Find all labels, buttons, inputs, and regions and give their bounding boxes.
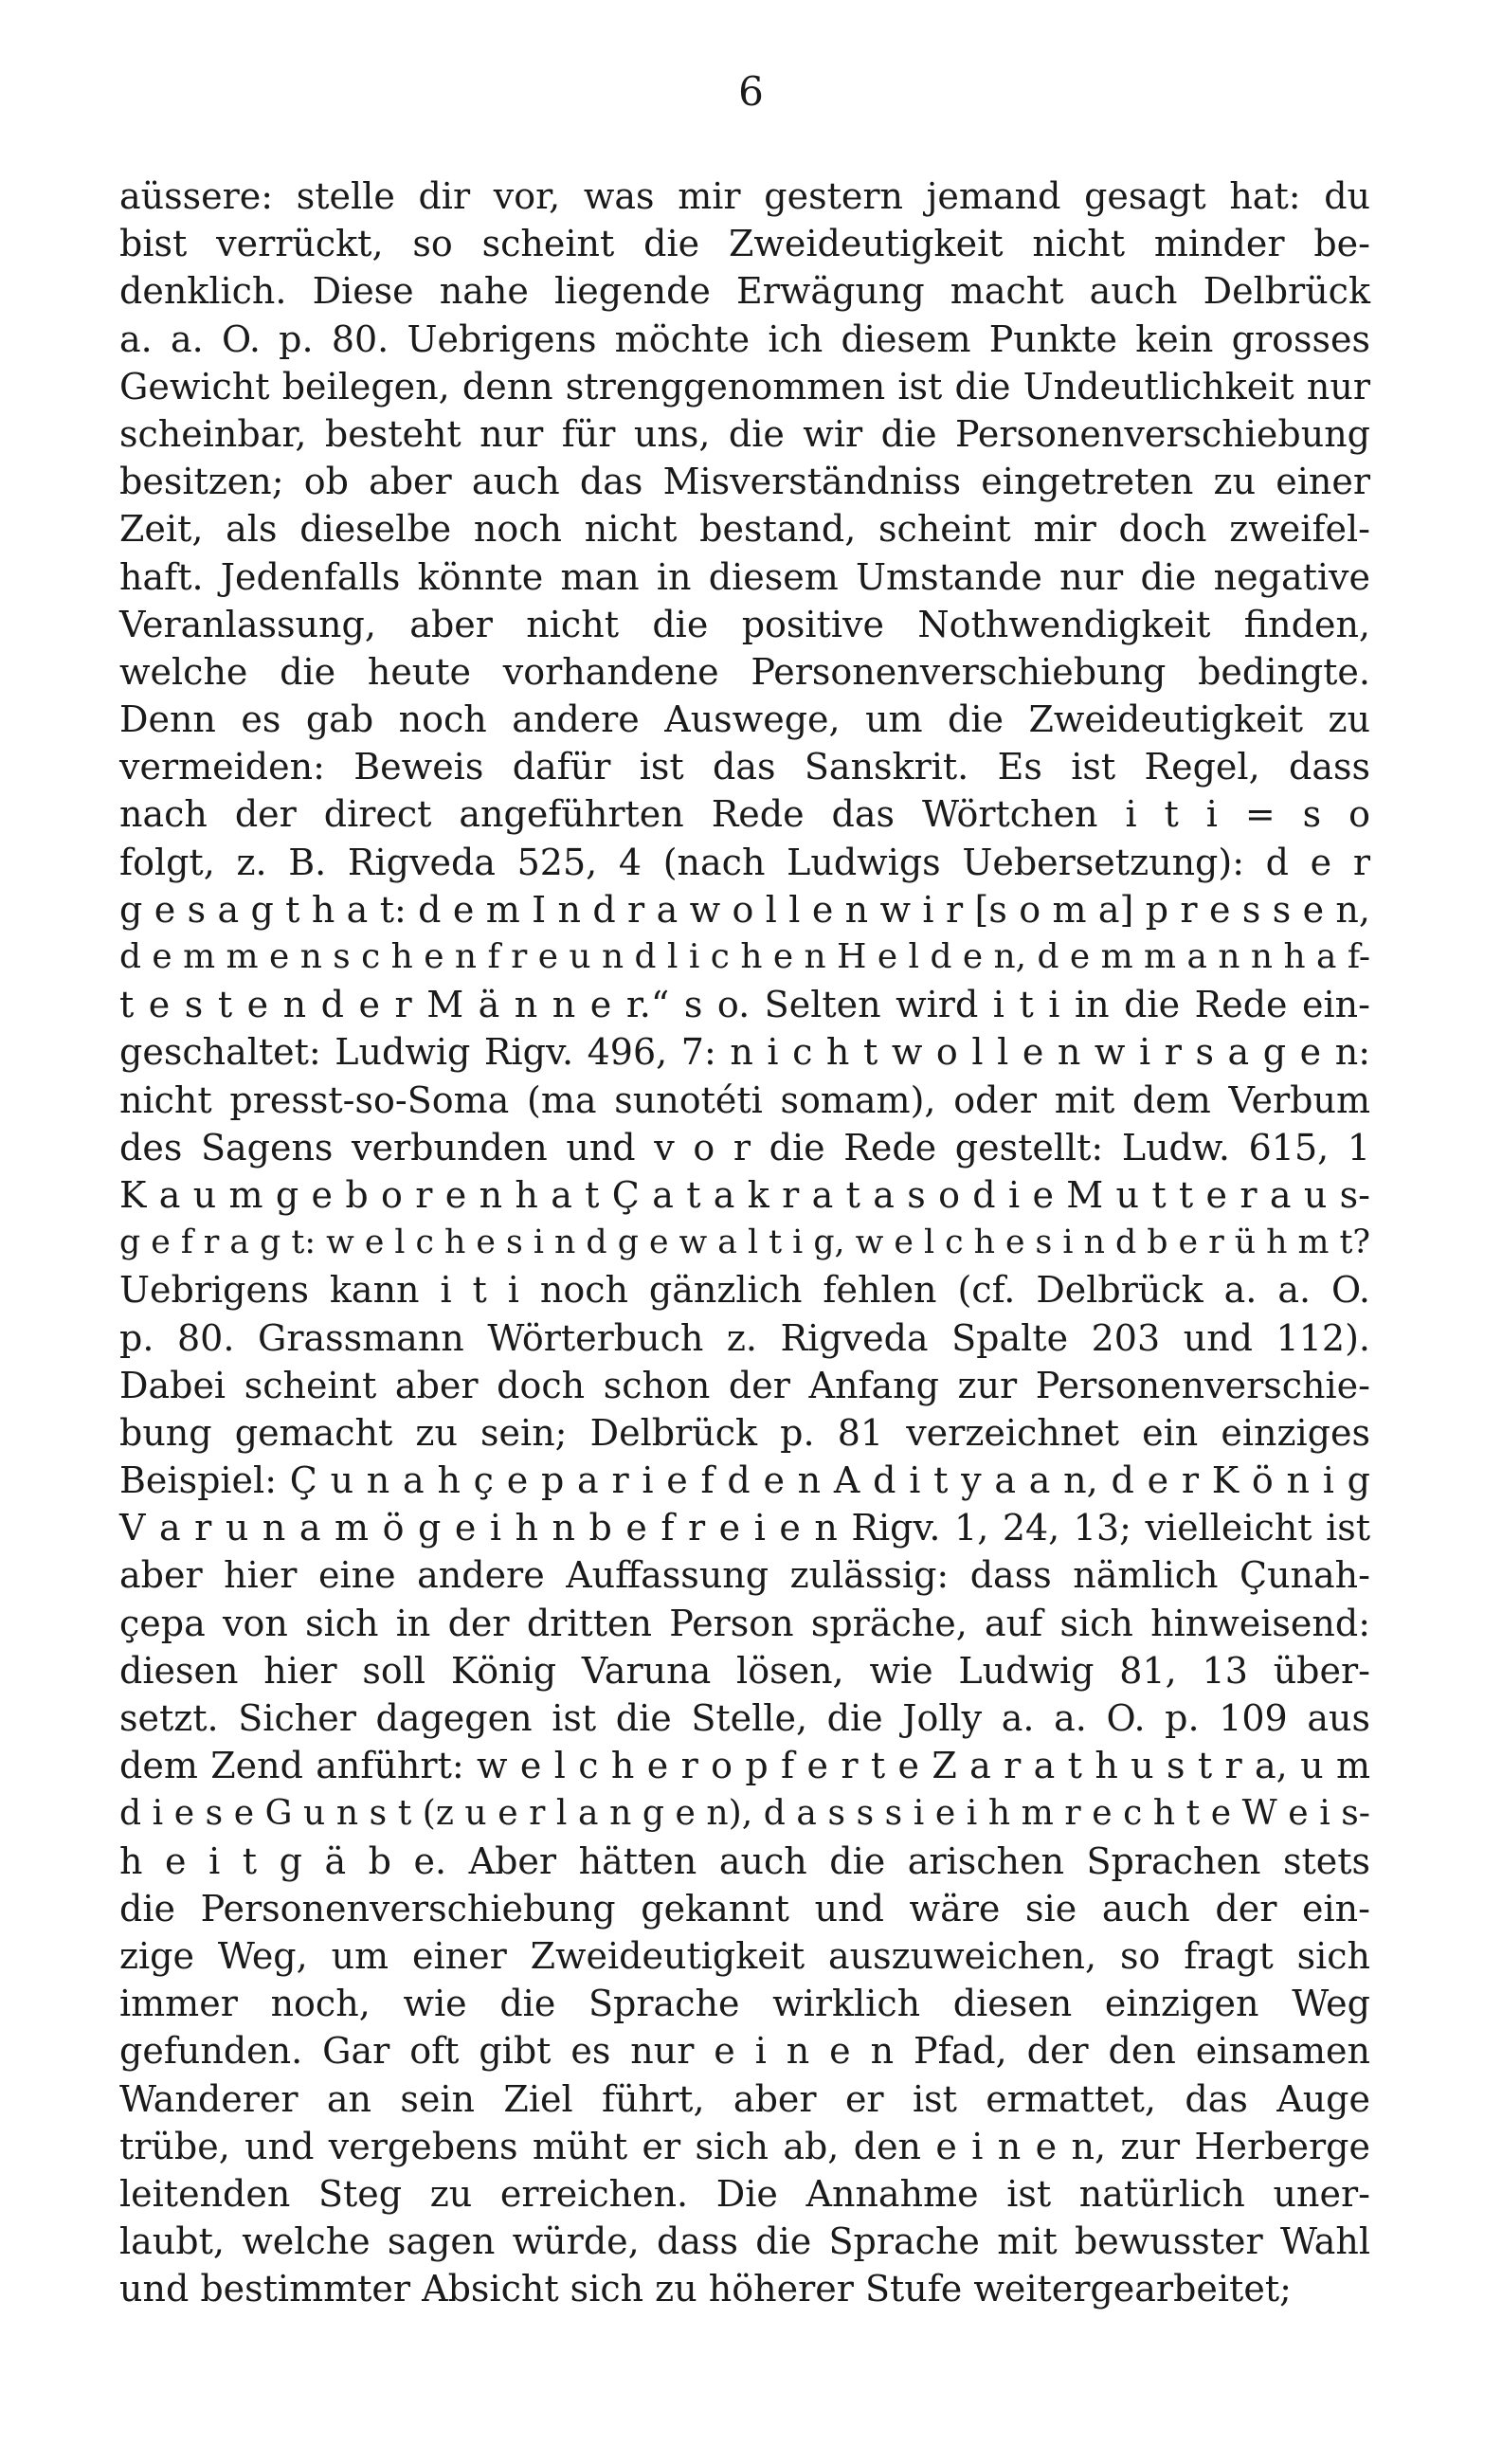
text-line: Zeit, als dieselbe noch nicht bestand, scheint mir doch zweifel- [119, 508, 1370, 551]
text-line: welche die heute vorhandene Personenverschiebung bedingte. [119, 650, 1370, 693]
text-line: bung gemacht zu sein; Delbrück p. 81 verzeichnet ein einziges [119, 1411, 1370, 1454]
text-line: Denn es gab noch andere Auswege, um die Zweideutigkeit zu [119, 698, 1370, 741]
text-line: scheinbar, besteht nur für uns, die wir die Personenverschiebung [119, 412, 1370, 455]
text-line: die Personenverschiebung gekannt und wäre sie auch der ein- [119, 1887, 1370, 1930]
body-text [119, 172, 1370, 2312]
text-line: laubt, welche sagen würde, dass die Sprache mit bewusster Wahl [119, 2220, 1370, 2263]
page-number: 6 [738, 68, 764, 115]
text-line: gefunden. Gar oft gibt es nur e i n e n Pfad, der den einsamen [119, 2030, 1370, 2073]
text-line: K a u m g e b o r e n h a t Ç a t a k r a t a s o d i e M u t t e r a u s- [119, 1173, 1370, 1216]
text-line: aüssere: stelle dir vor, was mir gestern jemand gesagt hat: du [119, 175, 1370, 217]
text-line: denklich. Diese nahe liegende Erwägung macht auch Delbrück [119, 270, 1370, 313]
text-line: immer noch, wie die Sprache wirklich diesen einzigen Weg [119, 1983, 1370, 2025]
text-line: besitzen; ob aber auch das Misverständniss eingetreten zu einer [119, 461, 1370, 503]
text-line: nach der direct angeführten Rede das Wörtchen i t i = s o [119, 793, 1370, 836]
text-line: Veranlassung, aber nicht die positive Nothwendigkeit finden, [119, 603, 1370, 645]
text-line: çepa von sich in der dritten Person spräche, auf sich hinweisend: [119, 1602, 1370, 1644]
text-line: trübe, und vergebens müht er sich ab, den e i n e n, zur Herberge [119, 2125, 1370, 2167]
text-line: g e s a g t h a t: d e m I n d r a w o l l e n w i r [s o m a] p r e s s e n, [119, 888, 1370, 931]
text-line: Dabei scheint aber doch schon der Anfang zur Personenverschie- [119, 1364, 1370, 1406]
text-line: nicht presst-so-Soma (ma sunotéti somam), oder mit dem Verbum [119, 1078, 1370, 1121]
text-line: haft. Jedenfalls könnte man in diesem Umstande nur die negative [119, 555, 1370, 598]
text-line: Wanderer an sein Ziel führt, aber er ist ermattet, das Auge [119, 2077, 1370, 2120]
text-line: bist verrückt, so scheint die Zweideutigkeit nicht minder be- [119, 223, 1370, 265]
text-line: vermeiden: Beweis dafür ist das Sanskrit. Es ist Regel, dass [119, 746, 1370, 788]
text-line: geschaltet: Ludwig Rigv. 496, 7: n i c h t w o l l e n w i r s a g e n: [119, 1031, 1370, 1074]
text-line: zige Weg, um einer Zweideutigkeit auszuweichen, so fragt sich [119, 1934, 1370, 1977]
text-line: Uebrigens kann i t i noch gänzlich fehlen (cf. Delbrück a. a. O. [119, 1269, 1370, 1312]
text-line: p. 80. Grassmann Wörterbuch z. Rigveda Spalte 203 und 112). [119, 1316, 1370, 1359]
text-line: und bestimmter Absicht sich zu höherer Stufe weitergearbeitet; [119, 2268, 1292, 2310]
text-line: folgt, z. B. Rigveda 525, 4 (nach Ludwigs Uebersetzung): d e r [119, 841, 1370, 883]
text-line: t e s t e n d e r M ä n n e r.“ s o. Selten wird i t i in die Rede ein- [119, 984, 1370, 1026]
text-line: g e f r a g t: w e l c h e s i n d g e w a l t i g, w e l c h e s i n d b e r ü h m t? [119, 1223, 1370, 1262]
text-line: d e m m e n s c h e n f r e u n d l i c h e n H e l d e n, d e m m a n n h a f- [119, 937, 1370, 976]
text-line: d i e s e G u n s t (z u e r l a n g e n), d a s s s i e i h m r e c h t e W e i s- [119, 1793, 1370, 1834]
text-line: Beispiel: Ç u n a h ç e p a r i e f d e n A d i t y a a n, d e r K ö n i g [119, 1459, 1370, 1502]
text-line: aber hier eine andere Auffassung zulässig: dass nämlich Çunah- [119, 1554, 1370, 1597]
text-line: setzt. Sicher dagegen ist die Stelle, die Jolly a. a. O. p. 109 aus [119, 1697, 1370, 1739]
text-line: h e i t g ä b e. Aber hätten auch die arischen Sprachen stets [119, 1839, 1370, 1882]
text-line: leitenden Steg zu erreichen. Die Annahme ist natürlich uner- [119, 2172, 1370, 2215]
text-line: V a r u n a m ö g e i h n b e f r e i e n Rigv. 1, 24, 13; vielleicht ist [119, 1507, 1370, 1549]
text-line: dem Zend anführt: w e l c h e r o p f e r t e Z a r a t h u s t r a, u m [119, 1745, 1370, 1787]
text-line: diesen hier soll König Varuna lösen, wie Ludwig 81, 13 über- [119, 1649, 1370, 1692]
text-line: a. a. O. p. 80. Uebrigens möchte ich diesem Punkte kein grosses [119, 317, 1370, 360]
text-line: Gewicht beilegen, denn strenggenommen ist die Undeutlichkeit nur [119, 365, 1370, 408]
text-line: des Sagens verbunden und v o r die Rede gestellt: Ludw. 615, 1 [119, 1126, 1370, 1169]
